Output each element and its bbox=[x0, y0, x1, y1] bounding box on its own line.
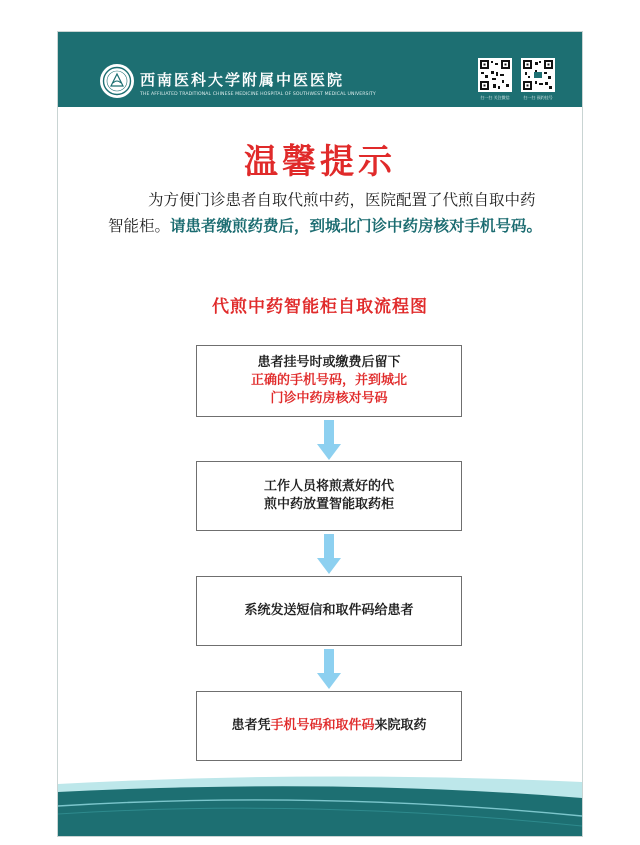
intro-text: 为方便门诊患者自取代煎中药，医院配置了代煎自取中药智能柜。 bbox=[108, 191, 536, 235]
notice-poster bbox=[57, 31, 583, 837]
hospital-header bbox=[58, 32, 582, 107]
flow-arrow-down-icon bbox=[317, 420, 341, 460]
qr-caption-registration: 扫一扫 预约挂号 bbox=[523, 95, 553, 100]
decorative-footer-wave bbox=[58, 776, 582, 836]
intro-highlight: 请患者缴煎药费后，到城北门诊中药房核对手机号码。 bbox=[170, 217, 543, 235]
flow-step-4 bbox=[196, 691, 462, 761]
flow-step-line: 患者挂号时或缴费后留下 bbox=[257, 355, 401, 370]
flow-step-line bbox=[231, 717, 426, 735]
qr-code-wechat bbox=[478, 58, 512, 92]
flow-step-line-red: 门诊中药房核对号码 bbox=[270, 391, 388, 406]
flow-step-3 bbox=[196, 576, 462, 646]
flow-step-suffix: 来院取药 bbox=[374, 718, 427, 733]
hospital-logo bbox=[100, 64, 134, 98]
qr-caption-wechat: 扫一扫 关注微信 bbox=[480, 95, 510, 100]
flow-step-2 bbox=[196, 461, 462, 531]
flow-arrow-down-icon bbox=[317, 649, 341, 689]
flow-step-line-red: 正确的手机号码，并到城北 bbox=[250, 373, 407, 388]
flowchart-title: 代煎中药智能柜自取流程图 bbox=[212, 297, 428, 317]
flow-step-highlight: 手机号码和取件码 bbox=[270, 718, 375, 733]
intro-paragraph bbox=[108, 187, 548, 239]
flow-step-line: 煎中药放置智能取药柜 bbox=[263, 497, 394, 512]
flow-arrow-down-icon bbox=[317, 534, 341, 574]
hospital-name-english: THE AFFILIATED TRADITIONAL CHINESE MEDICINE HOSPITAL OF SOUTHWEST MEDICAL UNIVERSITY bbox=[140, 92, 376, 97]
flow-step-prefix: 患者凭 bbox=[231, 718, 271, 733]
flow-step-line: 工作人员将煎煮好的代 bbox=[263, 479, 394, 494]
flow-step-line: 系统发送短信和取件码给患者 bbox=[244, 603, 414, 618]
qr-code-registration bbox=[521, 58, 555, 92]
poster-title: 温馨提示 bbox=[244, 142, 396, 182]
hospital-name: 西南医科大学附属中医医院 bbox=[140, 71, 345, 89]
flow-step-1 bbox=[196, 345, 462, 417]
